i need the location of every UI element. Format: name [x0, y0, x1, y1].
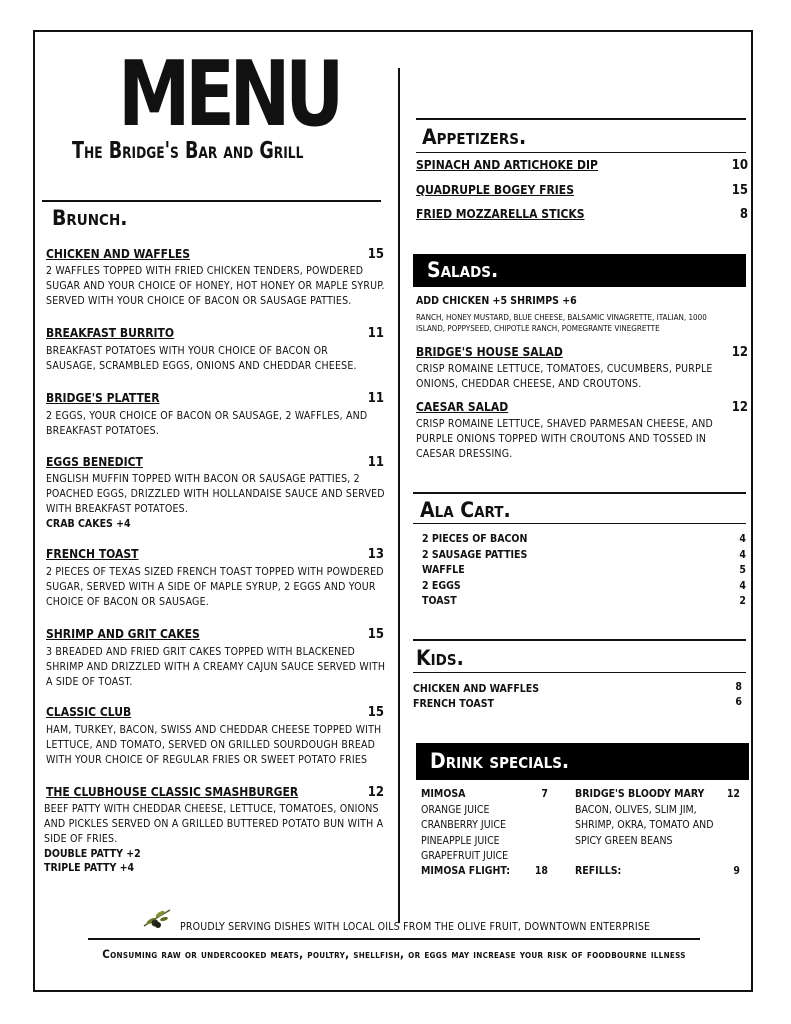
menu-item-addon: DOUBLE PATTY +2	[44, 848, 141, 860]
kids-item-price: 8	[735, 681, 742, 693]
kids-item-price: 6	[735, 696, 742, 708]
menu-item-price: 15	[367, 627, 384, 642]
menu-item-desc: BEEF PATTY WITH CHEDDAR CHEESE, LETTUCE, TOMATOES, ONIONS AND PICKLES SERVED ON A GRILLED BUTTERED POTATO BUN WITH A SIDE OF FRIES.	[44, 803, 384, 845]
menu-item-desc: BREAKFAST POTATOES WITH YOUR CHOICE OF BACON OR SAUSAGE, SCRAMBLED EGGS, ONIONS AND CHEDDAR CHEESE.	[46, 345, 357, 372]
menu-item-price: 11	[367, 455, 384, 470]
menu-item-name: BRIDGE'S PLATTER	[46, 391, 160, 405]
bloody-mary-desc: BACON, OLIVES, SLIM JIM, SHRIMP, OKRA, TOMATO AND SPICY GREEN BEANS	[575, 803, 714, 847]
menu-item-name: THE CLUBHOUSE CLASSIC SMASHBURGER	[46, 785, 299, 799]
column-divider	[398, 68, 400, 923]
menu-item-desc: HAM, TURKEY, BACON, SWISS AND CHEDDAR CHEESE TOPPED WITH LETTUCE, AND TOMATO, SERVED ON GRILLED SOURDOUGH BREAD WITH YOUR CHOICE OF REGULAR FRIES OR SWEET POTATO FRIES	[46, 724, 382, 766]
menu-item-price: 15	[367, 247, 384, 262]
salad-desc: CRISP ROMAINE LETTUCE, SHAVED PARMESAN CHEESE, AND PURPLE ONIONS TOPPED WITH CROUTONS AND TOSSED IN CAESAR DRESSING.	[416, 418, 714, 460]
cart-item-price: 5	[739, 564, 746, 576]
page-title: MENU	[118, 42, 339, 147]
menu-item-desc: ENGLISH MUFFIN TOPPED WITH BACON OR SAUSAGE PATTIES, 2 POACHED EGGS, DRIZZLED WITH HOLLANDAISE SAUCE AND SERVED WITH BREAKFAST POTATOES.	[46, 473, 385, 515]
menu-item-price: 11	[367, 326, 384, 341]
appetizer-name: QUADRUPLE BOGEY FRIES	[416, 183, 574, 197]
menu-item-name: FRENCH TOAST	[46, 547, 139, 561]
cart-item-price: 4	[739, 533, 746, 545]
footer-rule	[88, 938, 700, 940]
mimosa-option: GRAPEFRUIT JUICE	[421, 850, 509, 862]
mimosa-flight-label: MIMOSA FLIGHT:	[421, 865, 511, 877]
menu-item-addon: CRAB CAKES +4	[46, 518, 131, 530]
menu-item-desc: 2 EGGS, YOUR CHOICE OF BACON OR SAUSAGE, 2 WAFFLES, AND BREAKFAST POTATOES.	[46, 410, 368, 437]
mimosa-price: 7	[541, 788, 548, 800]
salad-name: BRIDGE'S HOUSE SALAD	[416, 345, 563, 359]
brunch-heading: Brunch.	[52, 206, 128, 230]
cart-item-name: 2 EGGS	[422, 579, 461, 592]
bloody-mary-price: 12	[726, 788, 740, 800]
drinks-heading: Drink specials.	[416, 743, 749, 780]
cart-item-price: 4	[739, 548, 746, 561]
menu-item-price: 12	[367, 785, 384, 800]
appetizers-heading: Appetizers.	[422, 125, 527, 149]
mimosa-option: ORANGE JUICE	[421, 803, 490, 816]
footer-local-note: PROUDLY SERVING DISHES WITH LOCAL OILS FROM THE OLIVE FRUIT, DOWNTOWN ENTERPRISE	[180, 921, 651, 933]
kids-rule	[413, 639, 746, 641]
appetizers-rule	[416, 118, 746, 120]
menu-item-desc: 2 PIECES OF TEXAS SIZED FRENCH TOAST TOPPED WITH POWDERED SUGAR, SERVED WITH A SIDE OF MAPLE SYRUP, 2 EGGS AND YOUR CHOICE OF BACON OR SAUSAGE.	[46, 566, 384, 608]
refills-price: 9	[733, 865, 740, 877]
mimosa-flight-price: 18	[534, 865, 548, 877]
mimosa-name: MIMOSA	[421, 788, 466, 800]
food-safety-warning: Consuming raw or undercooked meats, poultry, shellfish, or eggs may increase your risk of foodbourne illness	[102, 947, 686, 961]
menu-item-name: EGGS BENEDICT	[46, 455, 143, 469]
menu-item-name: BREAKFAST BURRITO	[46, 326, 175, 340]
cart-item-price: 4	[739, 579, 746, 592]
menu-item-price: 11	[367, 391, 384, 406]
cart-item-name: 2 SAUSAGE PATTIES	[422, 548, 528, 561]
cart-item-name: TOAST	[422, 595, 457, 607]
mimosa-option: PINEAPPLE JUICE	[421, 834, 500, 847]
appetizer-name: SPINACH AND ARTICHOKE DIP	[416, 158, 598, 172]
menu-item-desc: 2 WAFFLES TOPPED WITH FRIED CHICKEN TENDERS, POWDERED SUGAR AND YOUR CHOICE OF HONEY, HOT HONEY OR MAPLE SYRUP. SERVED WITH YOUR CHOICE OF BACON OR SAUSAGE PATTIES.	[46, 265, 385, 307]
salad-dressings: RANCH, HONEY MUSTARD, BLUE CHEESE, BALSAMIC VINAGRETTE, ITALIAN, 1000 ISLAND, POPPYSEED, CHIPOTLE RANCH, POMEGRANTE VINEGRETTE	[416, 313, 707, 333]
mimosa-option: CRANBERRY JUICE	[421, 819, 506, 831]
refills-label: REFILLS:	[575, 865, 622, 877]
appetizer-price: 15	[731, 183, 748, 198]
alacart-underline	[413, 523, 746, 524]
appetizer-name: FRIED MOZZARELLA STICKS	[416, 207, 585, 221]
menu-item-name: CHICKEN AND WAFFLES	[46, 247, 191, 261]
salads-heading: Salads.	[413, 254, 746, 287]
olive-branch-icon	[142, 906, 172, 930]
cart-item-price: 2	[739, 595, 746, 607]
menu-item-price: 15	[367, 705, 384, 720]
kids-heading: Kids.	[416, 646, 464, 670]
salad-price: 12	[731, 400, 748, 415]
restaurant-name: The Bridge's Bar and Grill	[72, 138, 304, 164]
menu-item-addon: TRIPLE PATTY +4	[44, 862, 135, 874]
salad-desc: CRISP ROMAINE LETTUCE, TOMATOES, CUCUMBERS, PURPLE ONIONS, CHEDDAR CHEESE, AND CROUTONS.	[416, 363, 713, 390]
kids-item-name: FRENCH TOAST	[413, 698, 494, 710]
cart-item-name: WAFFLE	[422, 564, 465, 576]
salad-price: 12	[731, 345, 748, 360]
menu-item-name: SHRIMP AND GRIT CAKES	[46, 627, 200, 641]
salad-name: CAESAR SALAD	[416, 400, 509, 414]
kids-item-name: CHICKEN AND WAFFLES	[413, 683, 540, 695]
menu-item-name: CLASSIC CLUB	[46, 705, 132, 719]
brunch-rule	[42, 200, 381, 202]
cart-item-name: 2 PIECES OF BACON	[422, 533, 528, 545]
menu-item-price: 13	[367, 547, 384, 562]
appetizers-underline	[416, 152, 746, 153]
alacart-rule	[413, 492, 746, 494]
alacart-heading: Ala Cart.	[420, 498, 511, 522]
menu-item-desc: 3 BREADED AND FRIED GRIT CAKES TOPPED WITH BLACKENED SHRIMP AND DRIZZLED WITH A CREAMY CAJUN SAUCE SERVED WITH A SIDE OF TOAST.	[46, 646, 386, 688]
salad-addons: ADD CHICKEN +5 SHRIMPS +6	[416, 295, 577, 307]
kids-underline	[413, 672, 746, 673]
appetizer-price: 8	[739, 207, 748, 222]
bloody-mary-name: BRIDGE'S BLOODY MARY	[575, 788, 705, 800]
appetizer-price: 10	[731, 158, 748, 173]
